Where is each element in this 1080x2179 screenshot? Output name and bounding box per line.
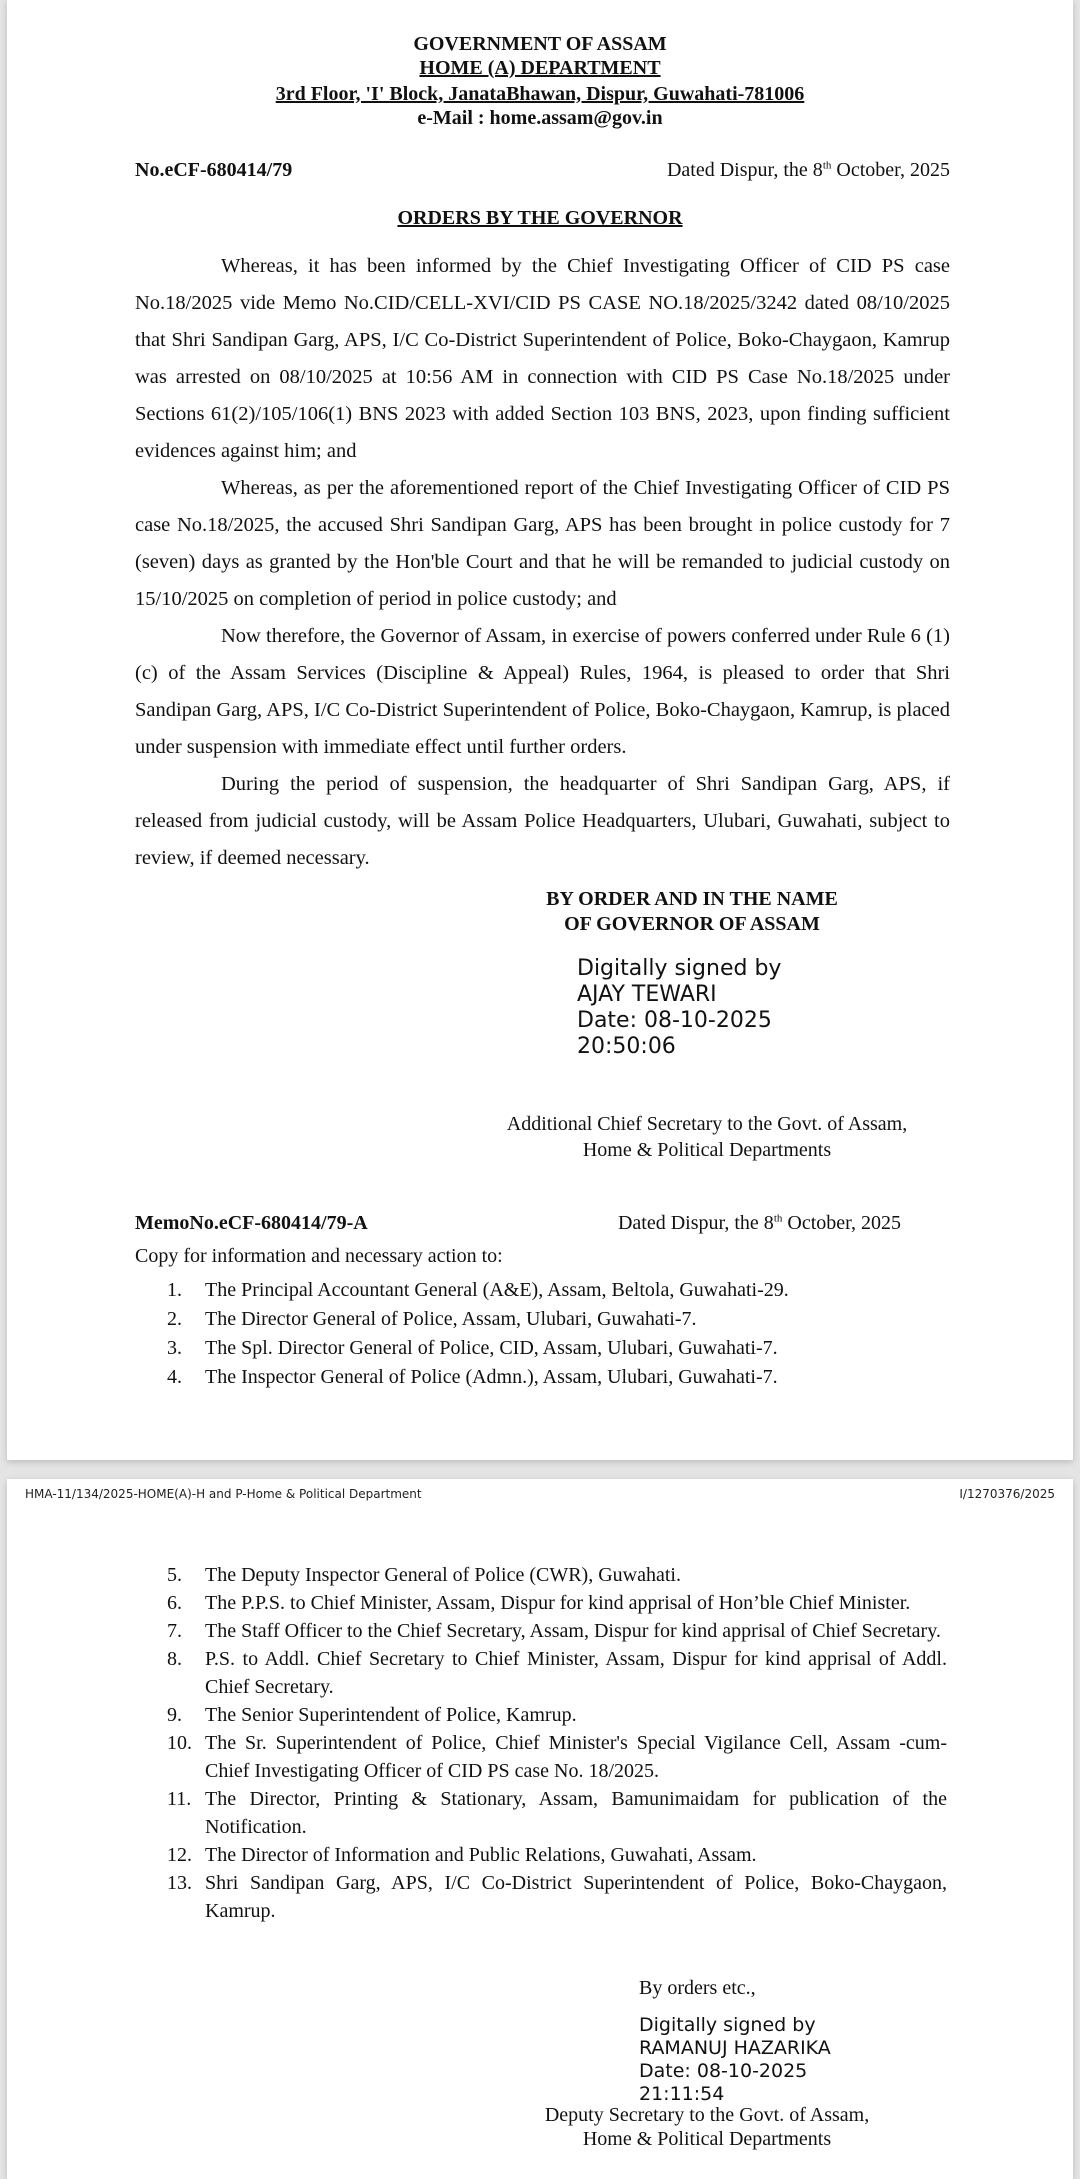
- recipient-item: [167, 1276, 947, 1305]
- recipient-item: [167, 1645, 947, 1701]
- digital-signature-ramanuj-hazarika: Digitally signed by RAMANUJ HAZARIKA Date: 08-10-2025 21:11:54: [639, 2014, 831, 2105]
- recipient-number: 13.: [167, 1872, 192, 1894]
- recipient-item: [167, 1617, 947, 1645]
- recipient-item: [167, 1841, 947, 1869]
- recipient-number: 5.: [167, 1564, 182, 1586]
- order-reference-line: [135, 159, 950, 182]
- order-paragraph-1: Whereas, it has been informed by the Chief Investigating Officer of CID PS case No.18/2025 vide Memo No.CID/CELL-XVI/CID PS CASE NO.18/2025/3242 dated 08/10/2025 that Shri Sandipan Garg, APS, I/C Co-District Superintendent of Police, Boko-Chaygaon, Kamrup was arrested on 08/10/2025 at 10:56 AM in connection with CID PS Case No.18/2025 under Sections 61(2)/105/106(1) BNS 2023 with added Section 103 BNS, 2023, upon finding sufficient evidences against him; and: [135, 255, 950, 462]
- recipient-number: 12.: [167, 1844, 192, 1866]
- order-paragraph-2: Whereas, as per the aforementioned report of the Chief Investigating Officer of CID PS case No.18/2025, the accused Shri Sandipan Garg, APS has been brought in police custody for 7 (seven) days as granted by the Hon'ble Court and that he will be remanded to judicial custody on 15/10/2025 on completion of period in police custody; and: [135, 477, 950, 610]
- recipient-item: [167, 1363, 947, 1392]
- closing-by-orders: By orders etc.,: [639, 1977, 756, 1999]
- recipient-number: 10.: [167, 1732, 192, 1754]
- document-page-1: [7, 0, 1073, 1460]
- recipient-item: [167, 1729, 947, 1785]
- signatory-designation-2: Deputy Secretary to the Govt. of Assam, Home & Political Departments: [544, 2104, 870, 2150]
- page-header-receipt-number: I/1270376/2025: [959, 1487, 1055, 1501]
- recipient-number: 8.: [167, 1648, 182, 1670]
- digital-signature-ajay-tewari: Digitally signed by AJAY TEWARI Date: 08-10-2025 20:50:06: [577, 956, 782, 1059]
- order-paragraph-3: Now therefore, the Governor of Assam, in exercise of powers conferred under Rule 6 (1) (c) of the Assam Services (Discipline & Appeal) Rules, 1964, is pleased to order that Shri Sandipan Garg, APS, I/C Co-District Superintendent of Police, Boko-Chaygaon, Kamrup, is placed under suspension with immediate effect until further orders.: [135, 625, 950, 758]
- recipient-number: 7.: [167, 1620, 182, 1642]
- recipient-number: 6.: [167, 1592, 182, 1614]
- recipient-list-page-2: [167, 1561, 947, 1925]
- page-header-file-number: HMA-11/134/2025-HOME(A)-H and P-Home & Political Department: [25, 1487, 422, 1501]
- recipient-number: 9.: [167, 1704, 182, 1726]
- recipient-text: The P.P.S. to Chief Minister, Assam, Dispur for kind apprisal of Hon’ble Chief Minister.: [205, 1592, 911, 1614]
- recipient-number: 4.: [167, 1366, 182, 1388]
- memo-number: MemoNo.eCF-680414/79-A: [135, 1212, 368, 1234]
- recipient-text: Shri Sandipan Garg, APS, I/C Co-District Superintendent of Police, Boko-Chaygaon, Kamrup.: [205, 1872, 947, 1922]
- sign-heading-1: BY ORDER AND IN THE NAME: [546, 888, 838, 910]
- letterhead-department: HOME (A) DEPARTMENT: [419, 57, 661, 79]
- sign-heading-2: OF GOVERNOR OF ASSAM: [564, 913, 820, 935]
- recipient-item: [167, 1561, 947, 1589]
- recipient-number: 3.: [167, 1337, 182, 1359]
- recipient-text: The Director General of Police, Assam, Ulubari, Guwahati-7.: [205, 1308, 697, 1330]
- recipient-number: 1.: [167, 1279, 182, 1301]
- recipient-text: The Director of Information and Public Relations, Guwahati, Assam.: [205, 1844, 757, 1866]
- recipient-text: The Director, Printing & Stationary, Assam, Bamunimaidam for publication of the Notification.: [205, 1788, 947, 1838]
- recipient-text: The Senior Superintendent of Police, Kamrup.: [205, 1704, 577, 1726]
- recipient-text: The Spl. Director General of Police, CID, Assam, Ulubari, Guwahati-7.: [205, 1337, 778, 1359]
- recipient-text: The Inspector General of Police (Admn.), Assam, Ulubari, Guwahati-7.: [205, 1366, 778, 1388]
- recipient-text: The Sr. Superintendent of Police, Chief Minister's Special Vigilance Cell, Assam -cum-Chief Investigating Officer of CID PS case No. 18/2025.: [205, 1732, 947, 1782]
- recipient-text: The Staff Officer to the Chief Secretary, Assam, Dispur for kind apprisal of Chief Secretary.: [205, 1620, 941, 1642]
- memo-date: Dated Dispur, the 8th October, 2025: [617, 1212, 901, 1234]
- recipient-text: The Deputy Inspector General of Police (CWR), Guwahati.: [205, 1564, 681, 1586]
- memo-intro: Copy for information and necessary action to:: [135, 1245, 503, 1267]
- recipient-item: [167, 1589, 947, 1617]
- recipient-item: [167, 1785, 947, 1841]
- recipient-list-page-1: [167, 1276, 947, 1392]
- recipient-number: 11.: [167, 1788, 192, 1810]
- recipient-number: 2.: [167, 1308, 182, 1330]
- letterhead-government: GOVERNMENT OF ASSAM: [413, 33, 667, 55]
- signatory-designation-1: Additional Chief Secretary to the Govt. of Assam, Home & Political Departments: [506, 1113, 908, 1161]
- order-date: Dated Dispur, the 8th October, 2025: [666, 159, 950, 181]
- memo-reference-line: [135, 1212, 901, 1235]
- document-page-2: [7, 1479, 1073, 2179]
- recipient-item: [167, 1701, 947, 1729]
- order-paragraph-4: During the period of suspension, the headquarter of Shri Sandipan Garg, APS, if released from judicial custody, will be Assam Police Headquarters, Ulubari, Guwahati, subject to review, if deemed necessary.: [135, 773, 950, 869]
- order-number: No.eCF-680414/79: [135, 159, 293, 181]
- recipient-item: [167, 1334, 947, 1363]
- letterhead-address: 3rd Floor, 'I' Block, JanataBhawan, Dispur, Guwahati-781006: [275, 83, 805, 105]
- recipient-item: [167, 1305, 947, 1334]
- recipient-item: [167, 1869, 947, 1925]
- recipient-text: The Principal Accountant General (A&E), Assam, Beltola, Guwahati-29.: [205, 1279, 789, 1301]
- recipient-text: P.S. to Addl. Chief Secretary to Chief Minister, Assam, Dispur for kind apprisal of Addl. Chief Secretary.: [205, 1648, 947, 1698]
- letterhead-email: e-Mail : home.assam@gov.in: [417, 107, 663, 129]
- order-title: ORDERS BY THE GOVERNOR: [397, 207, 683, 229]
